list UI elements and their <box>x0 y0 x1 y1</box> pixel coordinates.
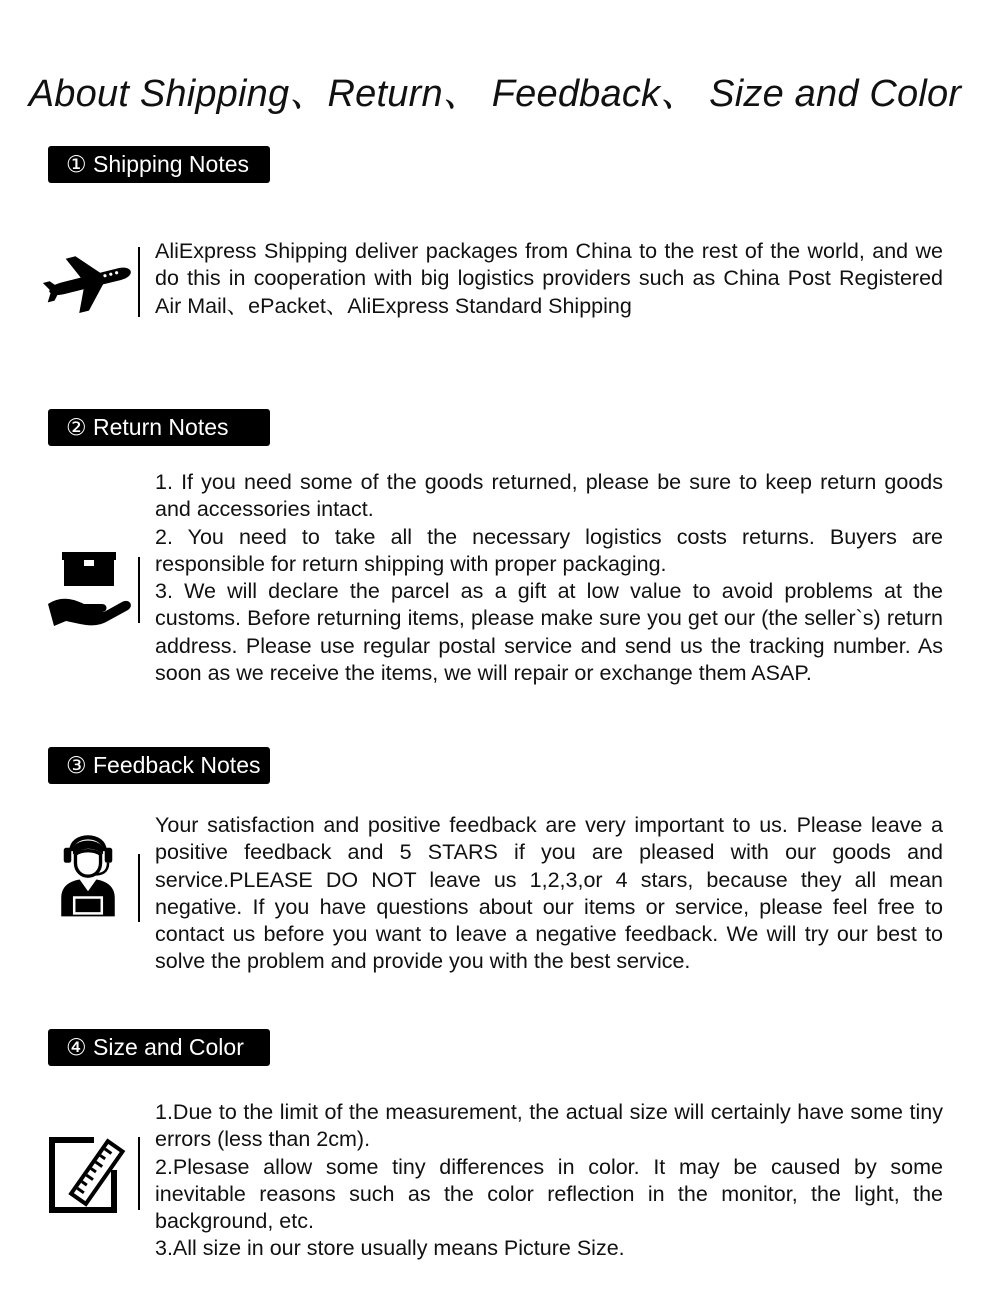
return-notes-text <box>155 469 943 687</box>
return-notes-tab: ② Return Notes <box>48 409 270 446</box>
return-paragraph-3: 3. We will declare the parcel as a gift at low value to avoid problems at the customs. Before returning items, please make sure you get our (the seller`s) return address. Please use regular postal service and send us the tracking number. As soon as we receive the items, we will repair or exchange them ASAP. <box>155 579 943 686</box>
feedback-notes-text <box>155 812 943 976</box>
return-paragraph-1: 1. If you need some of the goods returned, please be sure to keep return goods and accessories intact. <box>155 470 943 522</box>
feedback-divider <box>138 854 140 922</box>
box-in-hand-icon <box>42 548 134 640</box>
size-color-paragraph-1: 1.Due to the limit of the measurement, the actual size will certainly have some tiny errors (less than 2cm). <box>155 1100 943 1152</box>
ruler-in-square-icon <box>42 1130 134 1222</box>
size-color-paragraph-2: 2.Plesase allow some tiny differences in color. It may be caused by some inevitable reasons such as the color reflection in the monitor, the light, the background, etc. <box>155 1154 943 1234</box>
shipping-notes-tab: ① Shipping Notes <box>48 146 270 183</box>
shipping-paragraph-1: AliExpress Shipping deliver packages from China to the rest of the world, and we do this in cooperation with big logistics providers such as China Post Registered Air Mail、ePacket、AliExpress Standard Shipping <box>155 239 943 318</box>
page-title: About Shipping、Return、 Feedback、 Size and Color <box>28 73 962 115</box>
size-color-paragraph-3: 3.All size in our store usually means Picture Size. <box>155 1236 625 1261</box>
size-color-tab: ④ Size and Color <box>48 1029 270 1066</box>
shipping-divider <box>138 247 140 317</box>
customer-service-agent-icon <box>42 826 134 918</box>
size-color-text <box>155 1099 943 1263</box>
feedback-paragraph-1: Your satisfaction and positive feedback are very important to us. Please leave a positive feedback and 5 STARS if you are pleased with our goods and service.PLEASE DO NOT leave us 1,2,3,or 4 stars, because they all mean negative. If you have questions about our items or service, please feel free to contact us before you want to leave a negative feedback. We will try our best to solve the problem and provide you with the best service. <box>155 813 943 974</box>
size-color-divider <box>138 1137 140 1210</box>
shipping-notes-text <box>155 238 943 320</box>
return-paragraph-2: 2. You need to take all the necessary logistics costs returns. Buyers are responsible for return shipping with proper packaging. <box>155 524 943 576</box>
feedback-notes-tab: ③ Feedback Notes <box>48 747 270 784</box>
airplane-icon <box>42 236 134 328</box>
return-divider <box>138 557 140 623</box>
